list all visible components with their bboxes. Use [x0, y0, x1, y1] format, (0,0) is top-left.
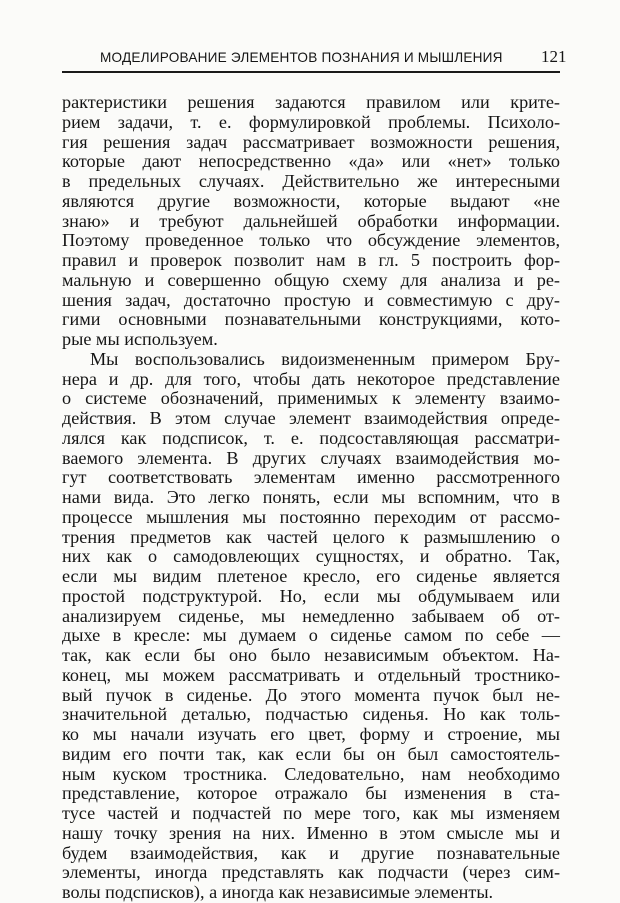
text-line: будем взаимодействия, как и другие познавательные	[62, 842, 560, 863]
text-line: тусе частей и подчастей по мере того, как мы изменяем	[62, 803, 560, 823]
text-line: значительной деталью, подчастью сиденья. Но как толь-	[62, 704, 560, 725]
text-line: ным куском тростника. Следовательно, нам необходимо	[62, 763, 560, 784]
paragraph	[62, 93, 560, 350]
text-line: видим его почти так, как если бы он был самостоятель-	[62, 743, 560, 764]
text-line: рые мы используем.	[62, 329, 218, 349]
text-line: представление, которое отражало бы изменения в ста-	[62, 783, 560, 804]
running-header	[62, 47, 582, 69]
text-line: гия решения задач рассматривает возможности решения,	[62, 131, 560, 152]
text-line: конец, мы можем рассматривать и отдельный тростнико-	[62, 664, 560, 685]
running-title: МОДЕЛИРОВАНИЕ ЭЛЕМЕНТОВ ПОЗНАНИЯ И МЫШЛЕНИЯ	[100, 50, 503, 65]
text-line: трения предметов как частей целого к размышлению о	[62, 526, 560, 547]
text-line: нами вида. Это легко понять, если мы вспомним, что в	[62, 487, 560, 507]
text-line: дыхе в кресле: мы думаем о сиденье самом по себе —	[62, 625, 560, 646]
header-rule	[62, 71, 560, 73]
text-line: процессе мышления мы постоянно переходим от рассмо-	[62, 506, 560, 527]
text-line: анализируем сиденье, мы немедленно забываем об от-	[62, 605, 560, 626]
text-line: лялся как подсписок, т. е. подсоставляющая рассматри-	[62, 427, 560, 448]
text-line: действия. В этом случае элемент взаимодействия опреде-	[62, 408, 560, 428]
text-line: ко мы начали изучать его цвет, форму и строение, мы	[62, 724, 560, 744]
text-line: шения задач, достаточно простую и совместимую с дру-	[62, 289, 560, 310]
text-line: волы подсписков), а иногда как независимые элементы.	[62, 882, 494, 902]
text-line: нера и др. для того, чтобы дать некоторое представление	[62, 368, 560, 389]
body-text	[62, 93, 560, 903]
text-line: Мы воспользовались видоизмененным примером Бру-	[90, 348, 560, 369]
text-line: гут соответствовать элементам именно рассмотренного	[62, 467, 560, 488]
text-line: ваемого элемента. В других случаях взаимодействия мо-	[62, 447, 560, 468]
text-line: элементы, иногда представлять как подчасти (через сим-	[62, 862, 560, 883]
text-line: в предельных случаях. Действительно же интересными	[62, 171, 560, 191]
text-line: так, как если бы оно было независимым объектом. На-	[62, 645, 560, 665]
text-line: них как о самодовлеющих сущностях, и обратно. Так,	[62, 546, 560, 567]
text-line: нашу точку зрения на них. Именно в этом смысле мы и	[62, 822, 560, 843]
text-line: рактеристики решения задаются правилом или крите-	[62, 92, 560, 112]
text-line: Поэтому проведенное только что обсуждение элементов,	[62, 230, 560, 251]
text-line: мальную и совершенно общую схему для анализа и ре-	[62, 269, 560, 290]
text-line: которые дают непосредственно «да» или «нет» только	[62, 151, 560, 172]
text-line: являются другие возможности, которые выдают «не	[62, 190, 560, 211]
text-line: знаю» и требуют дальнейшей обработки информации.	[62, 210, 560, 231]
text-line: простой подструктурой. Но, если мы обдумываем или	[62, 585, 560, 606]
page-number: 121	[541, 47, 567, 66]
text-line: правил и проверок позволит нам в гл. 5 построить фор-	[62, 250, 560, 270]
text-line: вый пучок в сиденье. До этого момента пучок был не-	[62, 684, 560, 705]
text-line: рием задачи, т. е. формулировкой проблемы. Психоло-	[62, 111, 560, 132]
text-line: если мы видим плетеное кресло, его сиденье является	[62, 566, 560, 586]
paragraph	[62, 350, 560, 903]
text-line: гими основными познавательными конструкциями, кото-	[62, 309, 560, 330]
text-line: о системе обозначений, применимых к элементу взаимо-	[62, 388, 560, 409]
